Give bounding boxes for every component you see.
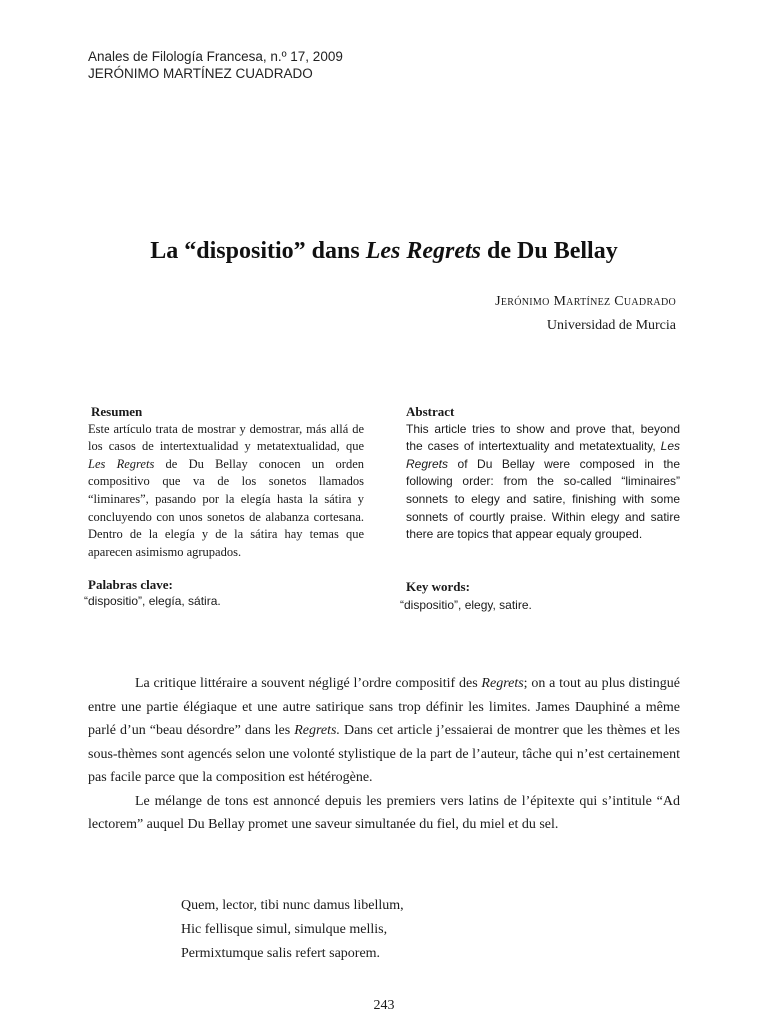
verse-line-3: Permixtumque salis refert saporem.	[181, 946, 381, 961]
key-words-section	[400, 578, 532, 614]
p1-text-b: ; on a tout au plus distingué entre une partie élégiaque et une autre satirique sans trop définir les limites. James Dauphiné a même parlé d’un “beau désordre” dans les	[88, 676, 681, 738]
abstract-heading: Abstract	[406, 404, 455, 419]
abstract-text-a: This article tries to show and prove that, beyond the cases of intertextuality and metatextuality,	[406, 421, 680, 454]
body-paragraph-1	[88, 672, 680, 790]
author-name: Jerónimo Martínez Cuadrado	[495, 294, 676, 309]
resumen-text-italic: Les Regrets	[88, 456, 155, 471]
p1-italic-1: Regrets	[481, 676, 524, 691]
abstract-text-b: of Du Bellay were composed in the following order: from the so-called “liminaires” sonnets to elegy and satire, finishing with some sonnets of courtly praise. Within elegy and satire there are topics that appear equaly grouped.	[406, 456, 680, 542]
title-part-1: La “dispositio” dans	[150, 238, 366, 264]
verse-line-2: Hic fellisque simul, simulque mellis,	[181, 922, 388, 937]
palabras-clave-heading: Palabras clave:	[88, 577, 173, 592]
page-number: 243	[373, 998, 395, 1013]
author-block	[495, 290, 676, 338]
resumen-section	[88, 403, 364, 561]
key-words-heading: Key words:	[406, 579, 470, 594]
key-words-text: “dispositio”, elegy, satire.	[400, 598, 532, 612]
article-body	[88, 672, 680, 837]
abstract-text-italic: Les Regrets	[406, 439, 680, 471]
palabras-clave-text: “dispositio”, elegía, sátira.	[84, 594, 221, 608]
verse-line-1: Quem, lector, tibi nunc damus libellum,	[181, 898, 404, 913]
abstract-section	[406, 403, 680, 544]
p1-text-a: La critique littéraire a souvent négligé l’ordre compositif des	[135, 676, 482, 691]
running-header	[88, 48, 343, 82]
title-italic: Les Regrets	[365, 238, 482, 264]
title-part-2: de Du Bellay	[481, 238, 618, 264]
abstract-text	[406, 421, 680, 544]
author-affiliation: Universidad de Murcia	[546, 318, 676, 333]
p1-italic-2: Regrets.	[294, 723, 340, 738]
latin-verse	[181, 894, 404, 966]
p1-text-c: Dans cet article j’essaierai de montrer que les thèmes et les sous-thèmes sont agencés selon une volonté stylistique de la part de l’auteur, tâche qui n’est certainement pas facile parce que la composition est hétérogène.	[88, 723, 680, 785]
resumen-text	[88, 421, 364, 562]
journal-citation: Anales de Filología Francesa, n.º 17, 2009	[88, 49, 343, 64]
palabras-clave-section	[84, 576, 221, 610]
running-author: JERÓNIMO MARTÍNEZ CUADRADO	[88, 66, 313, 81]
resumen-text-a: Este artículo trata de mostrar y demostrar, más allá de los casos de intertextualidad y metatextualidad, que	[88, 421, 364, 454]
article-title	[0, 238, 768, 265]
resumen-text-b: de Du Bellay conocen un orden compositivo que va de los sonetos llamados “liminares”, pasando por la elegía hasta la sátira y concluyendo con unos sonetos de alabanza cortesana. Dentro de la elegía y de la sátira hay temas que aparecen asimismo agrupados.	[88, 456, 364, 559]
resumen-heading: Resumen	[91, 404, 143, 419]
body-paragraph-2: Le mélange de tons est annoncé depuis les premiers vers latins de l’épitexte qui s’intitule “Ad lectorem” auquel Du Bellay promet une saveur simultanée du fiel, du miel et du sel.	[88, 793, 680, 832]
